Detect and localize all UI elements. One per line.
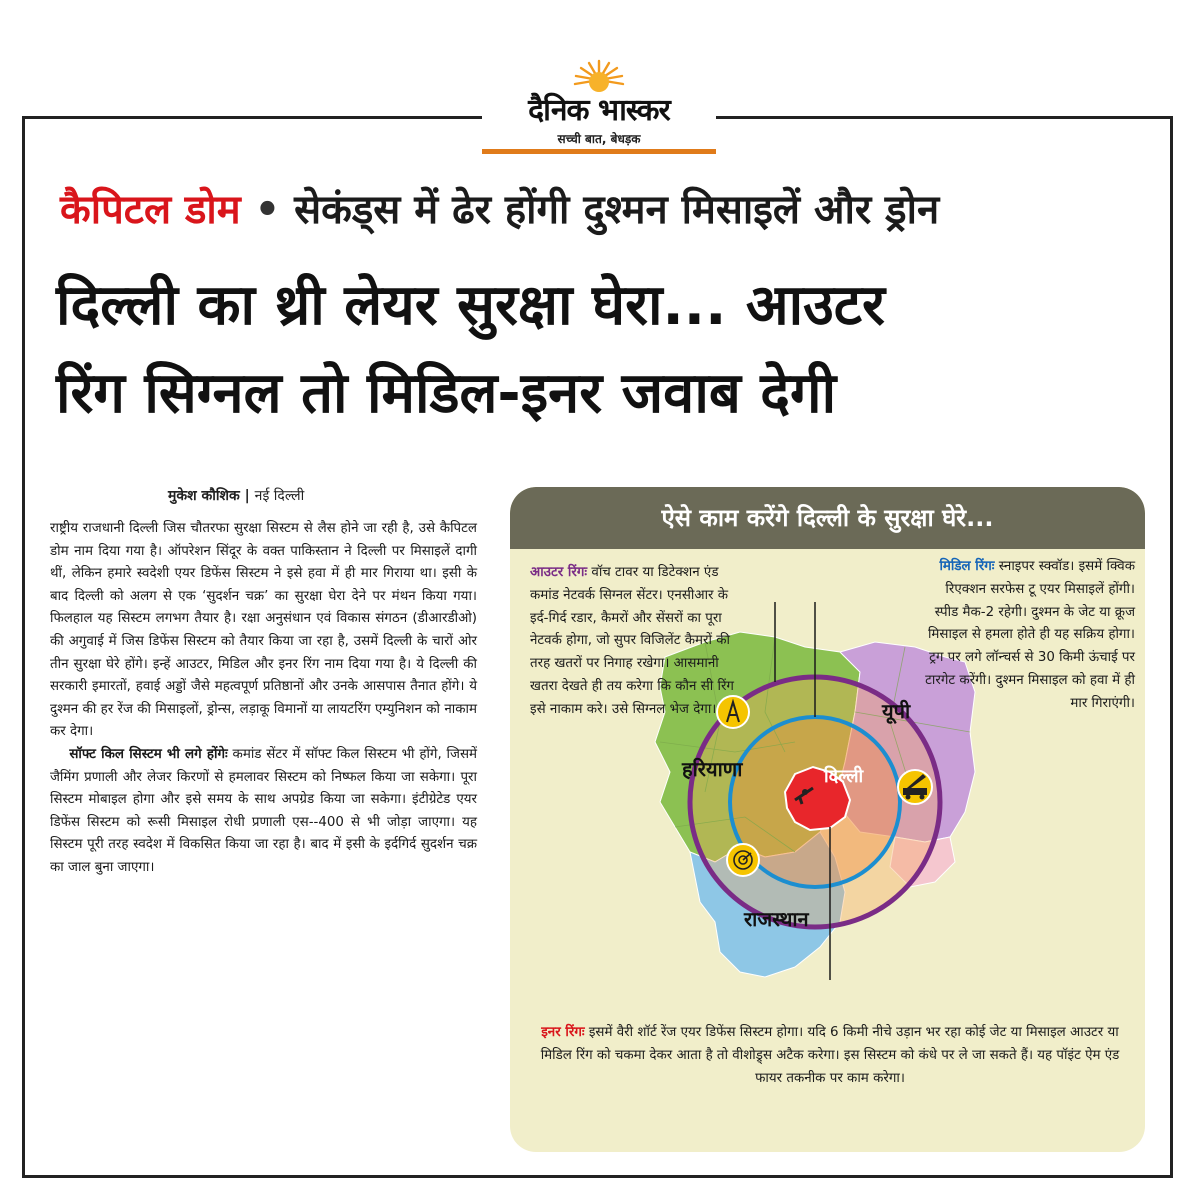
outer-ring-label: आउटर रिंगः (530, 565, 588, 580)
kicker-separator: • (254, 187, 281, 233)
article-paragraph-1: राष्ट्रीय राजधानी दिल्ली जिस चौतरफा सुरक्षा सिस्टम से लैस होने जा रही है, उसे कैपिटल डोम नाम दिया गया है। ऑपरेशन सिंदूर के वक्त पाकिस्तान ने दिल्ली पर मिसाइलें दागी थीं, लेकिन हमारे स्वदेशी एयर डिफेंस सिस्टम ने इसे हवा में ही मार गिराया था। इसी के बाद दिल्ली को अलग से एक ‘सुदर्शन चक्र’ का सुरक्षा घेरा देने पर मंथन किया गया। फिलहाल यह सिस्टम लगभग तैयार है। रक्षा अनुसंधान एवं विकास संगठन (डीआरडीओ) की अगुवाई में जिस डिफेंस सिस्टम को तैयार किया जा रहा है, उसमें दिल्ली के चारों ओर तीन सुरक्षा घेरे होंगे। इन्हें आउटर, मिडिल और इनर रिंग नाम दिया गया है। ये दिल्ली की सरकारी इमारतों, हवाई अड्डों जैसे महत्वपूर्ण प्रतिष्ठानों और उनके आसपास तैनात होंगे। ये दुश्मन की हर रेंज की मिसाइलों, ड्रोन्स, लड़ाकू विमानों या लायटरिंग एम्युनिशन को नाकाम कर देगा। (50, 521, 477, 740)
article-body (50, 518, 477, 880)
outer-ring-text: वॉच टावर या डिटेक्शन एंड कमांड नेटवर्क सिग्नल सेंटर। एनसीआर के इर्द-गिर्द रडार, कैमरों और सेंसरों का पूरा नेटवर्क होगा, जो सुपर विजिलेंट कैमरों की तरह खतरों पर निगाह रखेगा। आसमानी खतरा देखते ही तय करेगा कि कौन सी रिंग इसे नाकाम करे। उसे सिग्नल भेज देगा। (530, 565, 734, 717)
kicker-line (60, 180, 1150, 235)
map-label-haryana: हरियाणा (682, 757, 743, 781)
infographic-title: ऐसे काम करेंगे दिल्ली के सुरक्षा घेरे... (510, 487, 1145, 549)
logo-underline (482, 149, 716, 154)
headline (56, 262, 1156, 438)
middle-ring-description (920, 556, 1135, 716)
byline-location: नई दिल्ली (254, 488, 305, 504)
byline-author: मुकेश कौशिक (168, 488, 240, 504)
kicker-label: कैपिटल डोम (60, 187, 241, 233)
map-label-up: यूपी (882, 699, 911, 723)
newspaper-logo (482, 58, 716, 154)
missile-launcher-truck-icon (898, 770, 932, 804)
radar-dish-icon (727, 844, 759, 876)
map-label-delhi: दिल्ली (824, 766, 864, 787)
article-subheading: सॉफ्ट किल सिस्टम भी लगे होंगेः (69, 746, 228, 762)
inner-ring-description (530, 1022, 1130, 1090)
inner-ring-text: इसमें वैरी शॉर्ट रेंज एयर डिफेंस सिस्टम होगा। यदि 6 किमी नीचे उड़ान भर रहा कोई जेट या मिसाइल आउटर या मिडिल रिंग को चकमा देकर आता है तो वीशोड्र्स अटैक करेगा। इस सिस्टम को कंधे पर ले जा सकते हैं। यह पॉइंट ऐम एंड फायर तकनीक पर काम करेगा। (540, 1025, 1120, 1086)
byline-divider: | (244, 488, 250, 504)
article-paragraph-2 (50, 744, 477, 880)
headline-line-2: रिंग सिग्नल तो मिडिल-इनर जवाब देगी (56, 361, 837, 426)
headline-line-1: दिल्ली का थ्री लेयर सुरक्षा घेरा... आउटर (56, 273, 885, 338)
byline (168, 486, 304, 505)
kicker-text: सेकंड्स में ढेर होंगी दुश्मन मिसाइलें और ड्रोन (294, 187, 940, 233)
inner-ring-label: इनर रिंगः (541, 1025, 585, 1040)
logo-tagline: सच्ची बात, बेधड़क (557, 132, 641, 146)
logo-name: दैनिक भास्कर (528, 93, 670, 128)
middle-ring-label: मिडिल रिंगः (939, 559, 995, 574)
outer-ring-description (530, 562, 740, 722)
middle-ring-text: स्नाइपर स्क्वॉड। इसमें क्विक रिएक्शन सरफेस टू एयर मिसाइलें होंगी। स्पीड मैक-2 रहेगी। दुश्मन के जेट या क्रूज मिसाइल से हमला होते ही यह सक्रिय होगा। ट्रग पर लगे लॉन्चर्स से 30 किमी ऊंचाई पर टारगेट करेंगी। दुश्मन मिसाइल को हवा में ही मार गिराएंगी। (925, 559, 1135, 711)
map-label-rajasthan: राजस्थान (744, 907, 809, 931)
article-paragraph-2-text: कमांड सेंटर में सॉफ्ट किल सिस्टम भी होंगे, जिसमें जैमिंग प्रणाली और लेजर किरणों से हमलावर सिस्टम को निष्फल किया जा सकेगा। पूरा सिस्टम मोबाइल होगा और इसे समय के साथ अपग्रेड किया जा सकेगा। इंटीग्रेटेड एयर डिफेंस सिस्टम को रूसी मिसाइल रोधी प्रणाली एस--400 से भी जोड़ा जाएगा। यह सिस्टम पूरी तरह स्वदेश में विकसित किया जा रहा है। बाद में इसी के इर्दगिर्द सुदर्शन चक्र का जाल बुना जाएगा। (50, 746, 477, 875)
